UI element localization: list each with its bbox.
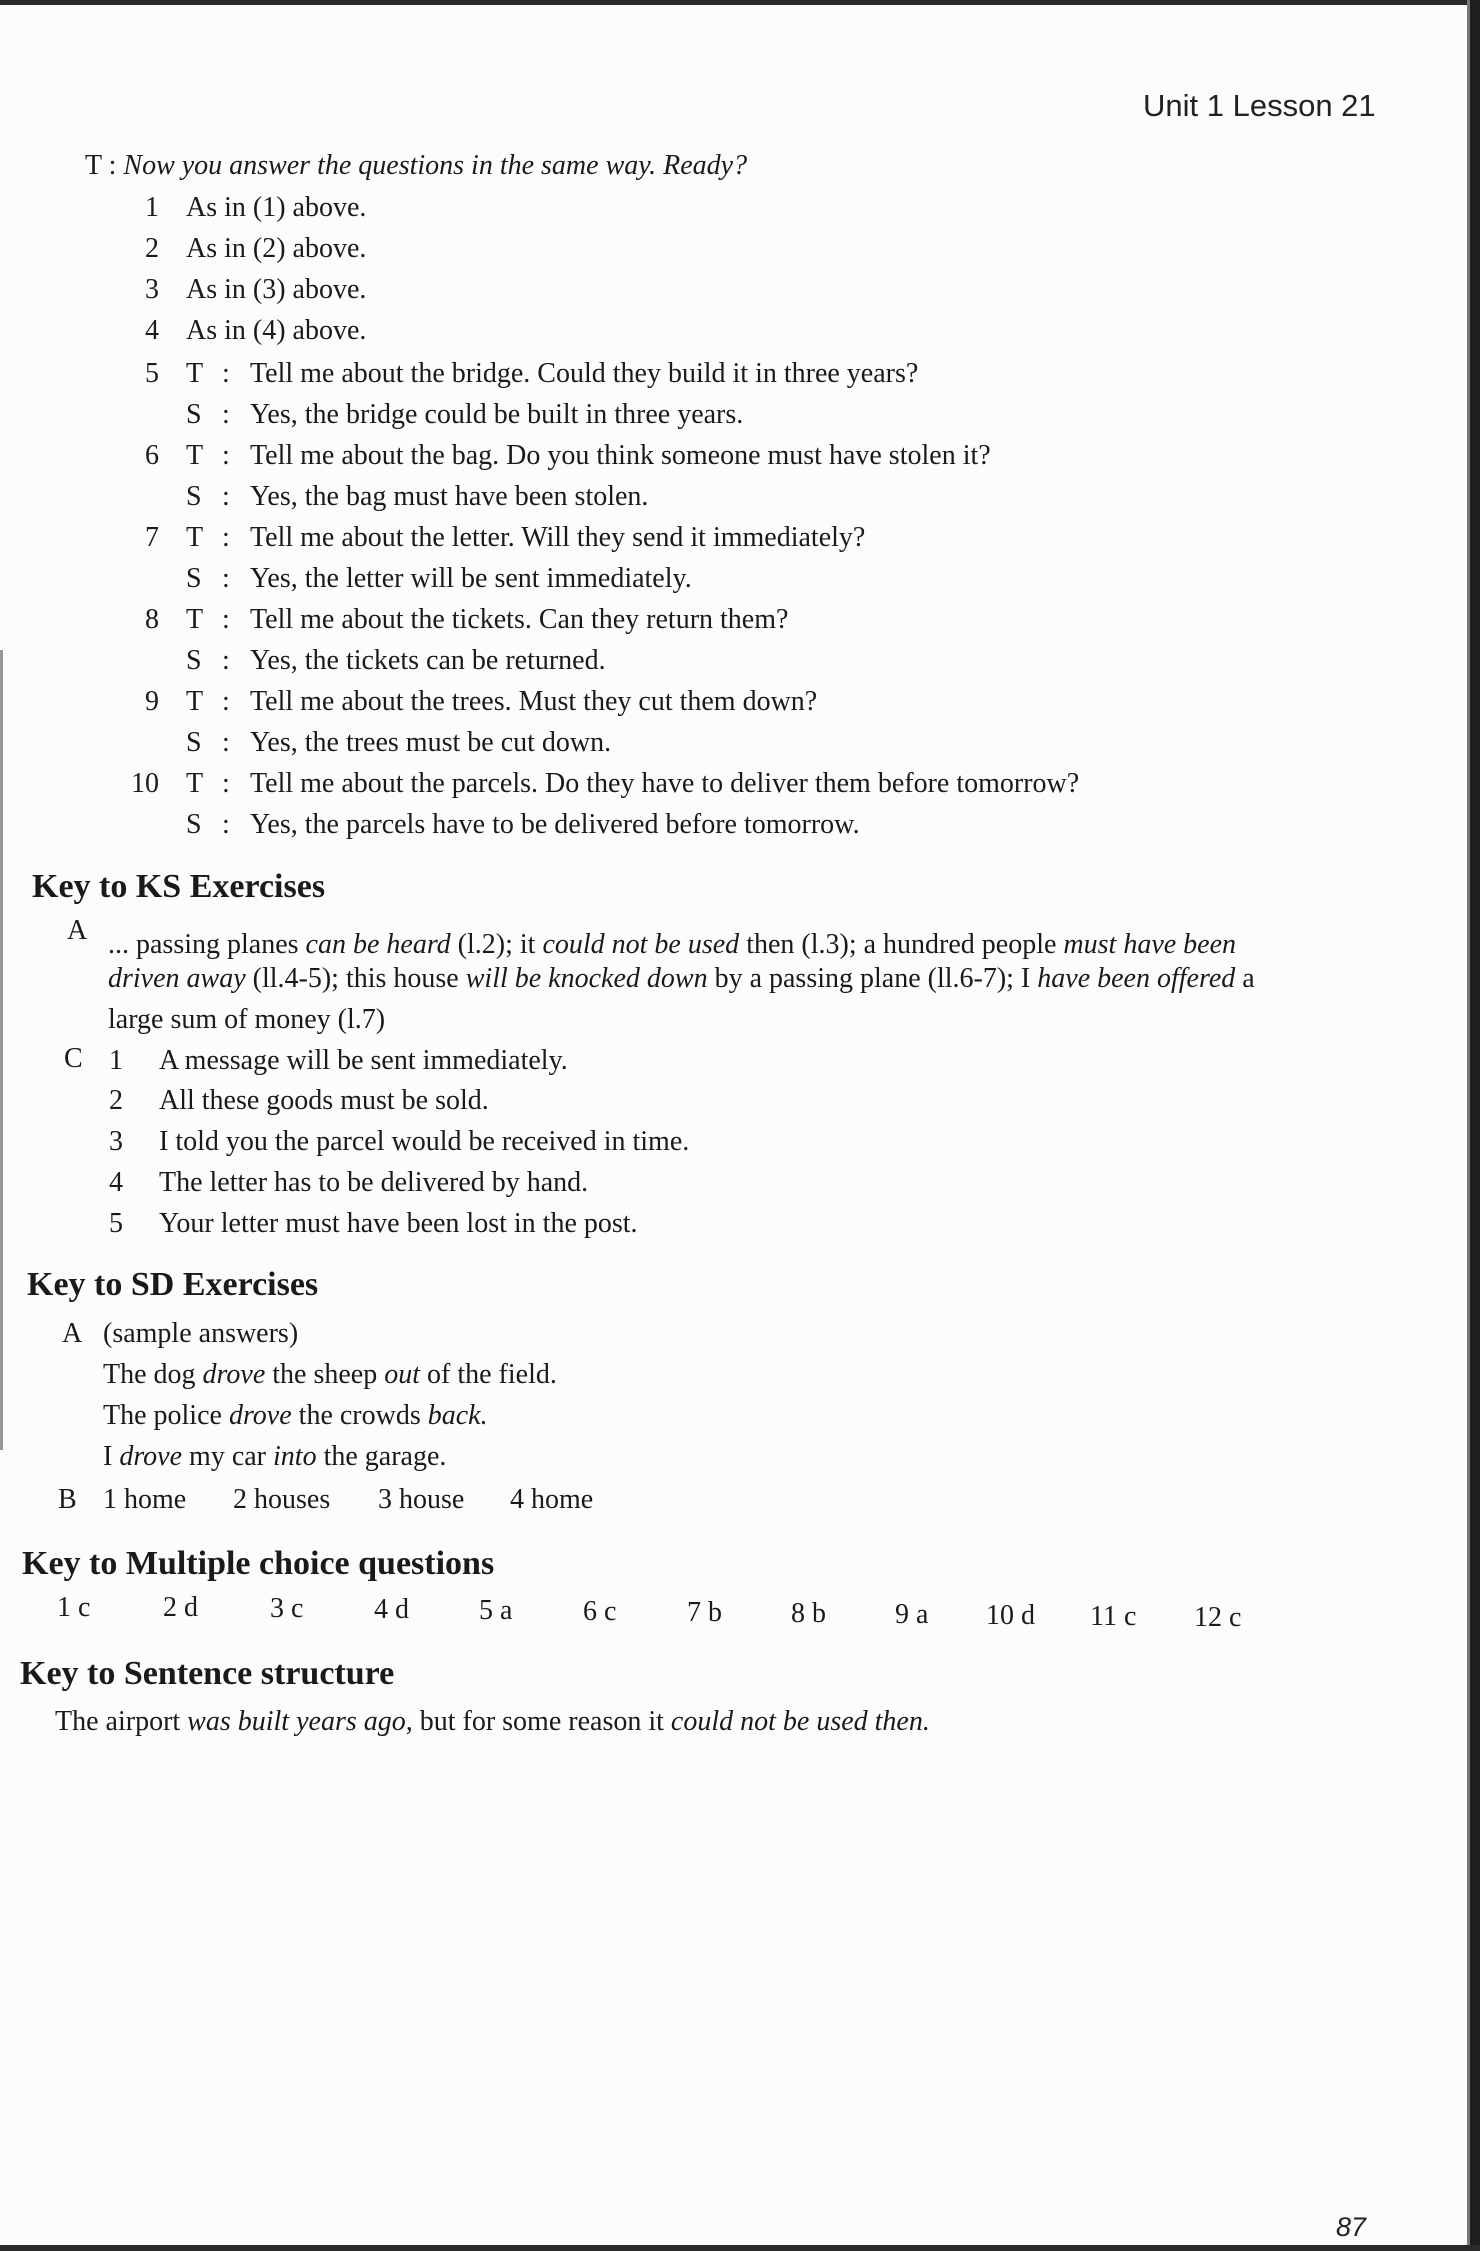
drill-exchange-s: S : Yes, the tickets can be returned. xyxy=(186,645,606,676)
unit-lesson-header: Unit 1 Lesson 21 xyxy=(1143,88,1376,123)
ks-c-label: C xyxy=(64,1043,83,1074)
ks-c-item: 2 All these goods must be sold. xyxy=(109,1085,489,1116)
drill-exchange-t: 9 T : Tell me about the trees. Must they cut them down? xyxy=(145,686,818,717)
mcq-heading: Key to Multiple choice questions xyxy=(22,1545,495,1582)
ks-a-line-3: large sum of money (l.7) xyxy=(108,1004,386,1035)
sd-b-answer: 4 home xyxy=(510,1484,594,1515)
ks-a-line-1: ... passing planes can be heard (l.2); it could not be used then (l.3); a hundred people must have been xyxy=(108,929,1237,960)
mcq-answer: 10 d xyxy=(986,1600,1035,1631)
page-right-edge xyxy=(1470,0,1480,2251)
mcq-answer: 5 a xyxy=(479,1595,513,1626)
drill-exchange-t: 6 T : Tell me about the bag. Do you think someone must have stolen it? xyxy=(145,440,991,471)
drill-exchange-t: 7 T : Tell me about the letter. Will they send it immediately? xyxy=(145,522,866,553)
mcq-answer: 11 c xyxy=(1090,1601,1137,1632)
drill-exchange-t: 8 T : Tell me about the tickets. Can they return them? xyxy=(145,604,789,635)
intro-text: Now you answer the questions in the same way. Ready? xyxy=(123,150,748,181)
page-left-edge xyxy=(0,650,3,1450)
intro-speaker: T : xyxy=(85,150,117,181)
sd-sentence: The dog drove the sheep out of the field. xyxy=(103,1359,557,1390)
mcq-answer: 3 c xyxy=(270,1593,304,1624)
structure-heading: Key to Sentence structure xyxy=(20,1655,395,1692)
drill-intro xyxy=(85,150,747,182)
ks-c-item: 4 The letter has to be delivered by hand. xyxy=(109,1167,589,1198)
drill-exchange-t: 10 T : Tell me about the parcels. Do they have to deliver them before tomorrow? xyxy=(131,768,1080,799)
drill-exchange-s: S : Yes, the bridge could be built in three years. xyxy=(186,399,744,430)
page-number: 87 xyxy=(1336,2212,1367,2242)
drill-exchange-s: S : Yes, the letter will be sent immediately. xyxy=(186,563,692,594)
ks-a-line-2: driven away (ll.4-5); this house will be knocked down by a passing plane (ll.6-7); I have been offered a xyxy=(108,963,1255,994)
sd-a-label: A xyxy=(62,1318,83,1349)
ks-heading: Key to KS Exercises xyxy=(32,868,326,905)
sd-b-answer: 2 houses xyxy=(233,1484,331,1515)
mcq-answer: 12 c xyxy=(1194,1602,1242,1633)
page-bottom-edge xyxy=(0,2245,1480,2251)
ks-c-item: 5 Your letter must have been lost in the post. xyxy=(109,1208,638,1239)
ks-c-item: 1 A message will be sent immediately. xyxy=(109,1045,568,1076)
ks-c-item: 3 I told you the parcel would be received in time. xyxy=(109,1126,690,1157)
structure-sentence: The airport was built years ago, but for some reason it could not be used then. xyxy=(55,1706,930,1737)
mcq-answer: 4 d xyxy=(374,1594,409,1625)
sd-b-answer: 3 house xyxy=(378,1484,465,1515)
sd-sentence: The police drove the crowds back. xyxy=(103,1400,488,1431)
drill-item: 4 As in (4) above. xyxy=(145,315,367,346)
mcq-answer: 6 c xyxy=(583,1596,617,1627)
sd-sentence: I drove my car into the garage. xyxy=(103,1441,447,1472)
mcq-answer: 7 b xyxy=(687,1597,722,1628)
ks-a-label: A xyxy=(67,915,88,946)
sd-b-answer: 1 home xyxy=(103,1484,187,1515)
mcq-answer: 9 a xyxy=(895,1599,929,1630)
drill-exchange-t: 5 T : Tell me about the bridge. Could they build it in three years? xyxy=(145,358,919,389)
page-top-edge xyxy=(0,0,1480,5)
mcq-answer: 2 d xyxy=(163,1592,198,1623)
drill-item: 1 As in (1) above. xyxy=(145,192,367,223)
mcq-answer: 1 c xyxy=(57,1592,91,1623)
mcq-answer: 8 b xyxy=(791,1598,826,1629)
sd-a-note: (sample answers) xyxy=(103,1318,299,1349)
drill-item: 2 As in (2) above. xyxy=(145,233,367,264)
drill-exchange-s: S : Yes, the bag must have been stolen. xyxy=(186,481,649,512)
drill-exchange-s: S : Yes, the parcels have to be delivered before tomorrow. xyxy=(186,809,860,840)
sd-heading: Key to SD Exercises xyxy=(27,1266,319,1303)
sd-b-label: B xyxy=(58,1484,77,1515)
drill-exchange-s: S : Yes, the trees must be cut down. xyxy=(186,727,612,758)
drill-item: 3 As in (3) above. xyxy=(145,274,367,305)
